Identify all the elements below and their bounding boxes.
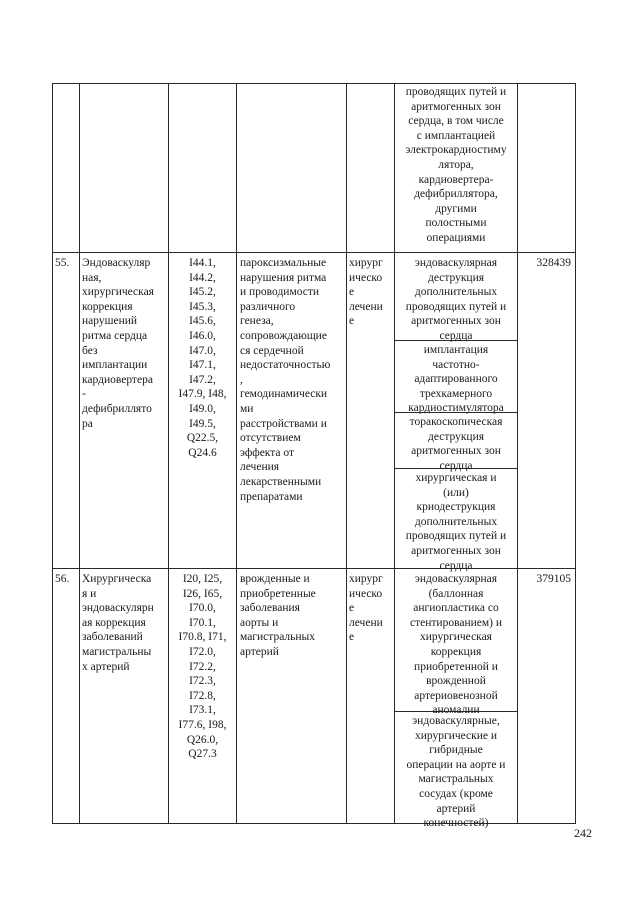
text-line: заболеваний bbox=[82, 631, 143, 644]
text-line: ическо bbox=[349, 587, 383, 600]
text-line: различного bbox=[240, 300, 296, 313]
col-border bbox=[517, 83, 518, 824]
patient-model bbox=[240, 256, 345, 504]
text-line: проводящих путей и bbox=[405, 86, 507, 98]
text-line: (баллонная bbox=[428, 587, 484, 600]
text-line: хирургическая bbox=[82, 286, 154, 299]
text-line: с имплантацией bbox=[416, 129, 496, 142]
text-line: заболевания bbox=[240, 602, 300, 615]
text-line: сосудах (кроме bbox=[419, 787, 493, 800]
text-line: стентированием) и bbox=[410, 616, 502, 629]
text-line: я и bbox=[82, 587, 97, 600]
text-line: Q26.0, bbox=[186, 733, 219, 746]
text-line: I45.3, bbox=[189, 300, 216, 313]
text-line: пароксизмальные bbox=[240, 257, 327, 269]
text-line: аритмогенных зон bbox=[411, 445, 501, 458]
text-line: I47.1, bbox=[189, 359, 216, 372]
table-top-border bbox=[52, 83, 575, 84]
text-line: деструкция bbox=[427, 271, 485, 284]
text-line: аорты и bbox=[240, 616, 279, 629]
text-line: эндоваскулярные, bbox=[412, 715, 500, 727]
text-line: I44.1, bbox=[189, 257, 216, 269]
method-item bbox=[396, 343, 516, 416]
text-line: гемодинамически bbox=[240, 388, 328, 401]
text-line: аритмогенных зон bbox=[411, 315, 501, 328]
method-item bbox=[396, 572, 516, 718]
text-line: I72.8, bbox=[189, 689, 216, 702]
col-border bbox=[52, 83, 53, 824]
text-line: деструкция bbox=[427, 430, 485, 443]
text-line: I45.6, bbox=[189, 315, 216, 328]
text-line: лечени bbox=[349, 616, 383, 629]
text-line: I49.5, bbox=[189, 417, 216, 430]
text-line: аритмогенных зон bbox=[411, 100, 501, 113]
text-line: хирургические и bbox=[414, 729, 498, 742]
method-item bbox=[396, 471, 516, 573]
text-line: кардиовертера bbox=[82, 373, 153, 386]
text-line: артерий bbox=[240, 645, 279, 658]
text-line: ная, bbox=[82, 271, 102, 284]
text-line: другими bbox=[435, 202, 477, 215]
text-line: Q24.6 bbox=[188, 446, 217, 459]
text-line: I70.0, bbox=[189, 602, 216, 615]
text-line: I47.2, bbox=[189, 373, 216, 386]
text-line: лекарственными bbox=[240, 475, 322, 488]
text-line: приобретенные bbox=[240, 587, 316, 600]
text-line: криодеструкция bbox=[416, 501, 496, 514]
col-border bbox=[236, 83, 237, 824]
text-line: Q27.3 bbox=[188, 748, 217, 761]
text-line: генеза, bbox=[240, 315, 274, 328]
text-line: , bbox=[240, 373, 243, 386]
text-line: лятора, bbox=[438, 158, 474, 171]
text-line: сердца bbox=[439, 329, 473, 342]
text-line: I72.2, bbox=[189, 660, 216, 673]
text-line: эндоваскулярная bbox=[414, 257, 498, 269]
text-line: I73.1, bbox=[189, 704, 216, 717]
text-line: е bbox=[349, 602, 355, 615]
text-line: е bbox=[349, 286, 355, 299]
text-line: трехкамерного bbox=[419, 387, 493, 400]
text-line: эндоваскулярн bbox=[82, 602, 154, 615]
text-line: препаратами bbox=[240, 490, 303, 503]
col-border bbox=[394, 83, 395, 824]
col-border bbox=[346, 83, 347, 824]
continuation-methods bbox=[396, 85, 516, 246]
icd-codes bbox=[169, 572, 236, 762]
text-line: кардиовертера- bbox=[418, 173, 494, 186]
text-line: имплантация bbox=[423, 344, 489, 356]
text-line: артерий bbox=[436, 802, 476, 815]
text-line: хирургическая и bbox=[415, 472, 497, 484]
treatment-type bbox=[349, 256, 393, 329]
text-line: сердца, в том числе bbox=[408, 115, 504, 128]
text-line: недостаточностью bbox=[240, 359, 331, 372]
text-line: дефибриллятора, bbox=[414, 188, 498, 201]
text-line: и проводимости bbox=[240, 286, 320, 299]
text-line: I47.0, bbox=[189, 344, 216, 357]
text-line: I77.6, I98, bbox=[178, 718, 227, 731]
row-number: 55. bbox=[55, 257, 70, 269]
text-line: магистральных bbox=[418, 773, 494, 786]
text-line: проводящих путей и bbox=[405, 530, 507, 543]
text-line: магистральных bbox=[240, 631, 316, 644]
text-line: отсутствием bbox=[240, 432, 301, 445]
text-line: Хирургическа bbox=[82, 573, 152, 585]
text-line: врожденной bbox=[426, 675, 486, 688]
row-number: 56. bbox=[55, 573, 70, 585]
page-number: 242 bbox=[574, 826, 592, 840]
text-line: коррекция bbox=[430, 645, 482, 658]
text-line: - bbox=[82, 388, 86, 401]
text-line: ми bbox=[240, 402, 254, 415]
col-border bbox=[79, 83, 80, 824]
text-line: операции на аорте и bbox=[406, 758, 506, 771]
text-line: хирургическая bbox=[420, 631, 492, 644]
method-item bbox=[396, 415, 516, 473]
text-line: сопровождающие bbox=[240, 329, 327, 342]
col-border bbox=[575, 83, 576, 824]
cost-value: 379105 bbox=[536, 573, 571, 585]
text-line: ическо bbox=[349, 271, 383, 284]
text-line: без bbox=[82, 344, 98, 357]
text-line: полостными bbox=[425, 217, 487, 230]
procedure-name bbox=[82, 572, 167, 674]
text-line: I46.0, bbox=[189, 329, 216, 342]
row-divider-55 bbox=[52, 252, 575, 253]
text-line: I44.2, bbox=[189, 271, 216, 284]
text-line: хирург bbox=[349, 257, 383, 269]
text-line: операциями bbox=[426, 231, 486, 244]
text-line: дефибриллято bbox=[82, 402, 152, 415]
text-line: I20, I25, bbox=[182, 573, 223, 585]
text-line: I47.9, I48, bbox=[178, 388, 227, 401]
text-line: адаптированного bbox=[414, 373, 498, 386]
method-item bbox=[396, 256, 516, 344]
text-line: аномалии bbox=[432, 704, 480, 717]
text-line: электрокардиостиму bbox=[405, 144, 507, 157]
text-line: хирург bbox=[349, 573, 383, 585]
text-line: I70.1, bbox=[189, 616, 216, 629]
text-line: кардиостимулятора bbox=[408, 402, 504, 415]
method-item bbox=[396, 714, 516, 831]
text-line: гибридные bbox=[429, 744, 483, 757]
text-line: артериовенозной bbox=[414, 689, 498, 702]
text-line: I72.0, bbox=[189, 645, 216, 658]
text-line: частотно- bbox=[432, 358, 480, 371]
text-line: дополнительных bbox=[414, 515, 498, 528]
text-line: имплантации bbox=[82, 359, 148, 372]
text-line: ангиопластика со bbox=[413, 602, 499, 615]
text-line: е bbox=[349, 631, 355, 644]
text-line: Q22.5, bbox=[186, 432, 219, 445]
text-line: ритма сердца bbox=[82, 329, 148, 342]
text-line: аритмогенных зон bbox=[411, 544, 501, 557]
text-line: магистральны bbox=[82, 645, 152, 658]
text-line: I72.3, bbox=[189, 675, 216, 688]
text-line: конечностей) bbox=[423, 817, 489, 830]
text-line: приобретенной и bbox=[414, 660, 498, 673]
text-line: эндоваскулярная bbox=[414, 573, 498, 585]
text-line: х артерий bbox=[82, 660, 130, 673]
text-line: проводящих путей и bbox=[405, 300, 507, 313]
patient-model bbox=[240, 572, 345, 660]
text-line: е bbox=[349, 315, 355, 328]
text-line: расстройствами и bbox=[240, 417, 327, 430]
text-line: дополнительных bbox=[414, 286, 498, 299]
text-line: ая коррекция bbox=[82, 616, 146, 629]
treatment-type bbox=[349, 572, 393, 645]
text-line: I45.2, bbox=[189, 286, 216, 299]
text-line: торакоскопическая bbox=[409, 416, 503, 428]
text-line: нарушений bbox=[82, 315, 138, 328]
icd-codes bbox=[169, 256, 236, 460]
text-line: I26, I65, bbox=[182, 587, 223, 600]
text-line: лечени bbox=[349, 300, 383, 313]
text-line: эффекта от bbox=[240, 446, 295, 459]
text-line: I49.0, bbox=[189, 402, 216, 415]
cost-value: 328439 bbox=[536, 257, 571, 269]
text-line: ся сердечной bbox=[240, 344, 304, 357]
text-line: Эндоваскуляр bbox=[82, 257, 151, 269]
text-line: лечения bbox=[240, 461, 280, 474]
text-line: сердца bbox=[439, 559, 473, 572]
text-line: ра bbox=[82, 417, 93, 430]
text-line: (или) bbox=[443, 486, 469, 499]
procedure-name bbox=[82, 256, 167, 431]
text-line: нарушения ритма bbox=[240, 271, 327, 284]
text-line: коррекция bbox=[82, 300, 133, 313]
text-line: врожденные и bbox=[240, 573, 310, 585]
text-line: I70.8, I71, bbox=[178, 631, 227, 644]
text-line: сердца bbox=[439, 459, 473, 472]
